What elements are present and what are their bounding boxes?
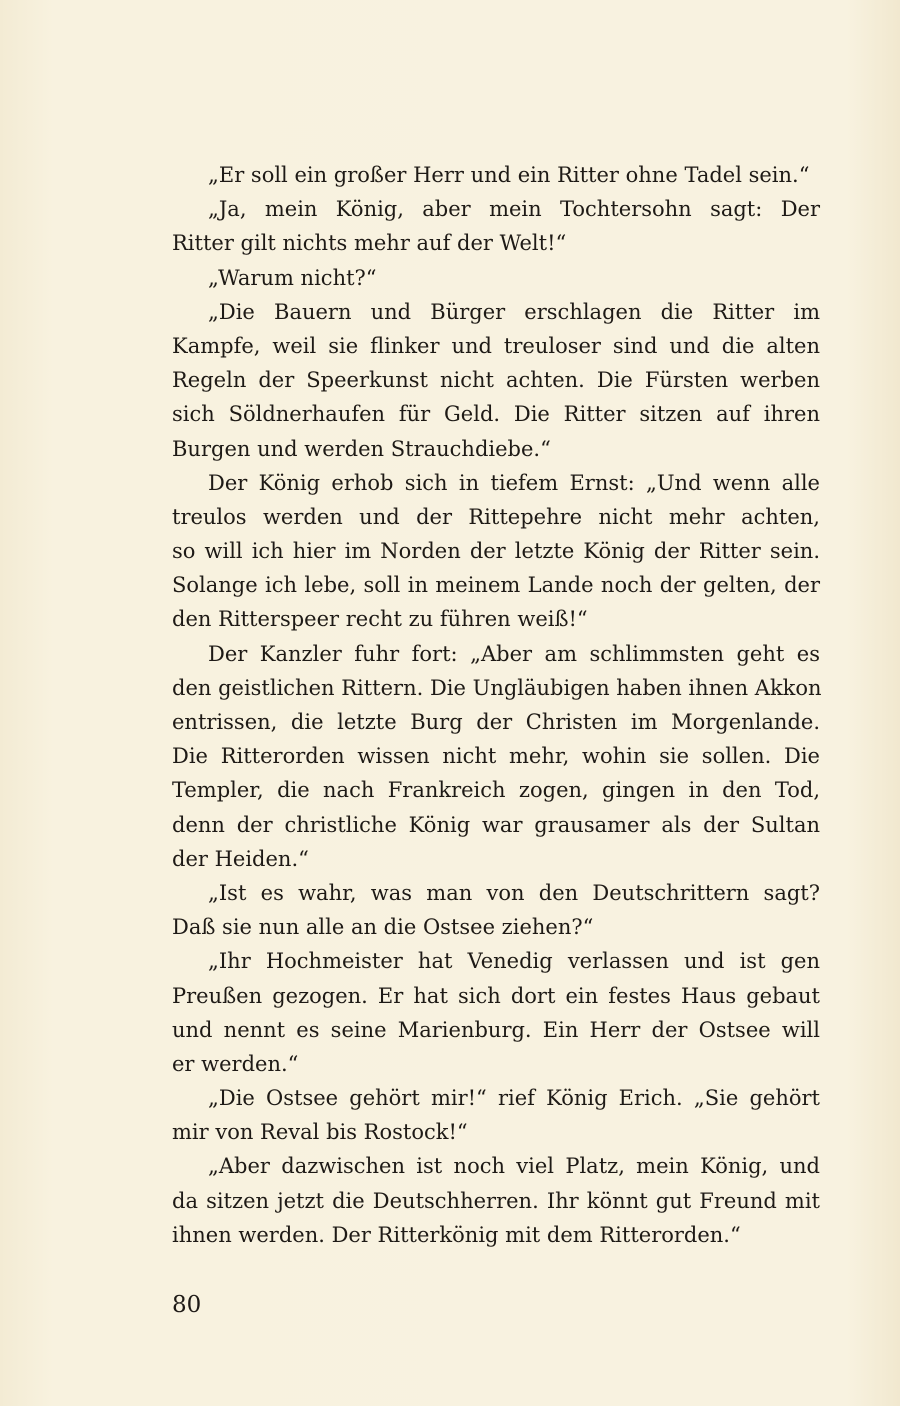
text-line: Preußen gezogen. Er hat sich dort ein festes Haus gebaut bbox=[172, 983, 820, 1008]
text-line: der Heiden.“ bbox=[172, 846, 309, 871]
text-line: Kampfe, weil sie flinker und treuloser sind und die alten bbox=[172, 333, 820, 358]
text-line: Burgen und werden Strauchdiebe.“ bbox=[172, 436, 551, 461]
text-line: ihnen werden. Der Ritterkönig mit dem Ritterorden.“ bbox=[172, 1222, 741, 1247]
text-line: Solange ich lebe, soll in meinem Lande noch der gelten, der bbox=[172, 573, 820, 598]
text-line: denn der christliche König war grausamer als der Sultan bbox=[172, 812, 820, 837]
text-line: Der König erhob sich in tiefem Ernst: „Und wenn alle bbox=[208, 470, 820, 495]
text-line: und nennt es seine Marienburg. Ein Herr der Ostsee will bbox=[172, 1017, 820, 1042]
text-line: „Ihr Hochmeister hat Venedig verlassen und ist gen bbox=[208, 949, 820, 974]
text-line: „Ist es wahr, was man von den Deutschrittern sagt? bbox=[208, 880, 820, 905]
text-line: „Warum nicht?“ bbox=[208, 265, 377, 290]
text-line: den Ritterspeer recht zu führen weiß!“ bbox=[172, 607, 588, 632]
text-line: Der Kanzler fuhr fort: „Aber am schlimmsten geht es bbox=[208, 641, 820, 666]
text-line: Regeln der Speerkunst nicht achten. Die Fürsten werben bbox=[172, 368, 820, 393]
text-line: „Die Ostsee gehört mir!“ rief König Erich. „Sie gehört bbox=[208, 1086, 820, 1111]
text-line: mir von Reval bis Rostock!“ bbox=[172, 1120, 468, 1145]
text-line: treulos werden und der Rittерehre nicht mehr achten, bbox=[172, 504, 820, 529]
text-line: „Er soll ein großer Herr und ein Ritter ohne Tadel sein.“ bbox=[208, 163, 810, 187]
text-line: er werden.“ bbox=[172, 1051, 299, 1076]
text-line: Die Ritterorden wissen nicht mehr, wohin sie sollen. Die bbox=[172, 744, 820, 769]
text-line: Templer, die nach Frankreich zogen, gingen in den Tod, bbox=[172, 778, 820, 803]
text-line: „Aber dazwischen ist noch viel Platz, mein König, und bbox=[208, 1154, 820, 1179]
text-line: sich Söldnerhaufen für Geld. Die Ritter sitzen auf ihren bbox=[172, 402, 820, 427]
text-line: „Die Bauern und Bürger erschlagen die Ritter im bbox=[208, 299, 820, 324]
text-line: den geistlichen Rittern. Die Ungläubigen haben ihnen Akkon bbox=[172, 675, 822, 700]
text-line: entrissen, die letzte Burg der Christen im Morgenlande. bbox=[172, 710, 820, 734]
text-line: so will ich hier im Norden der letzte König der Ritter sein. bbox=[172, 539, 820, 564]
page-number: 80 bbox=[172, 1292, 202, 1318]
text-line: da sitzen jetzt die Deutschherren. Ihr könnt gut Freund mit bbox=[172, 1188, 820, 1213]
text-line: Daß sie nun alle an die Ostsee ziehen?“ bbox=[172, 915, 594, 940]
text-line: „Ja, mein König, aber mein Tochtersohn sagt: Der bbox=[208, 197, 820, 222]
text-line: Ritter gilt nichts mehr auf der Welt!“ bbox=[172, 231, 567, 256]
body-text bbox=[172, 158, 820, 1252]
